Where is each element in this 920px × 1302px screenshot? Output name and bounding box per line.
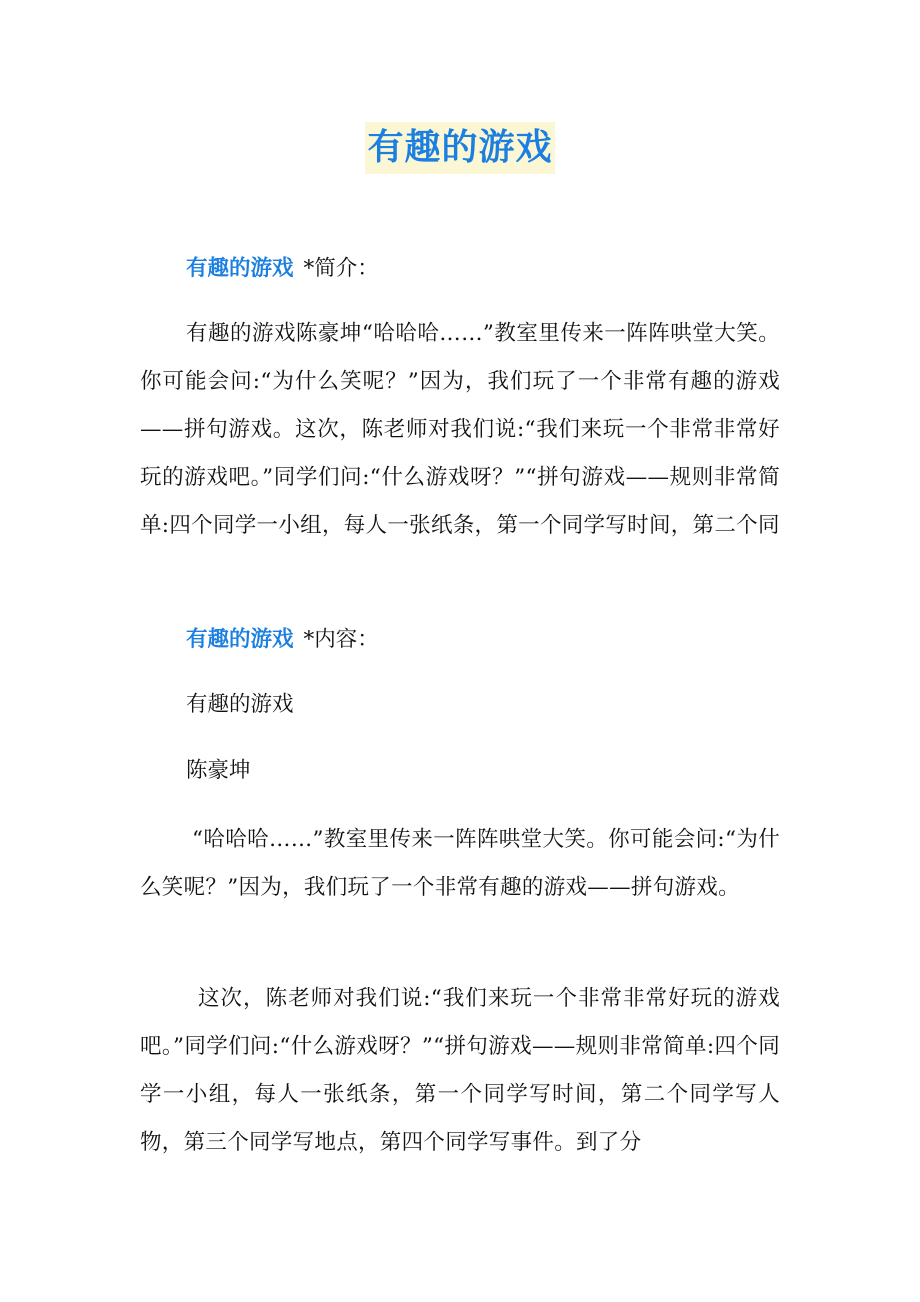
intro-heading (186, 254, 379, 284)
content-heading-label: *内容： (303, 627, 379, 652)
content-author-line: 陈豪坤 (186, 758, 251, 783)
content-paragraph-1: “哈哈哈……”教室里传来一阵阵哄堂大笑。你可能会问:“为什么笑呢？”因为，我们玩了一个非常有趣的游戏——拼句游戏。 (140, 827, 780, 900)
document-title: 有趣的游戏 (365, 122, 554, 174)
intro-paragraph: 有趣的游戏陈豪坤“哈哈哈……”教室里传来一阵阵哄堂大笑。你可能会问:“为什么笑呢？”因为，我们玩了一个非常有趣的游戏——拼句游戏。这次，陈老师对我们说:“我们来玩一个非常非常好玩的游戏吧。”同学们问:“什么游戏呀？”“拼句游戏——规则非常简单:四个同学一小组，每人一张纸条，第一个同学写时间，第二个同 (140, 321, 780, 538)
intro-heading-label: *简介： (303, 256, 379, 281)
intro-heading-keyword: 有趣的游戏 (186, 256, 294, 281)
content-title-line: 有趣的游戏 (186, 692, 294, 717)
title-container (0, 122, 920, 174)
content-paragraph-2: 这次，陈老师对我们说:“我们来玩一个非常非常好玩的游戏吧。”同学们问:“什么游戏呀？”“拼句游戏——规则非常简单:四个同学一小组，每人一张纸条，第一个同学写时间，第二个同学写人物，第三个同学写地点，第四个同学写事件。到了分 (140, 986, 780, 1155)
content-heading-keyword: 有趣的游戏 (186, 627, 294, 652)
content-heading (186, 625, 379, 655)
